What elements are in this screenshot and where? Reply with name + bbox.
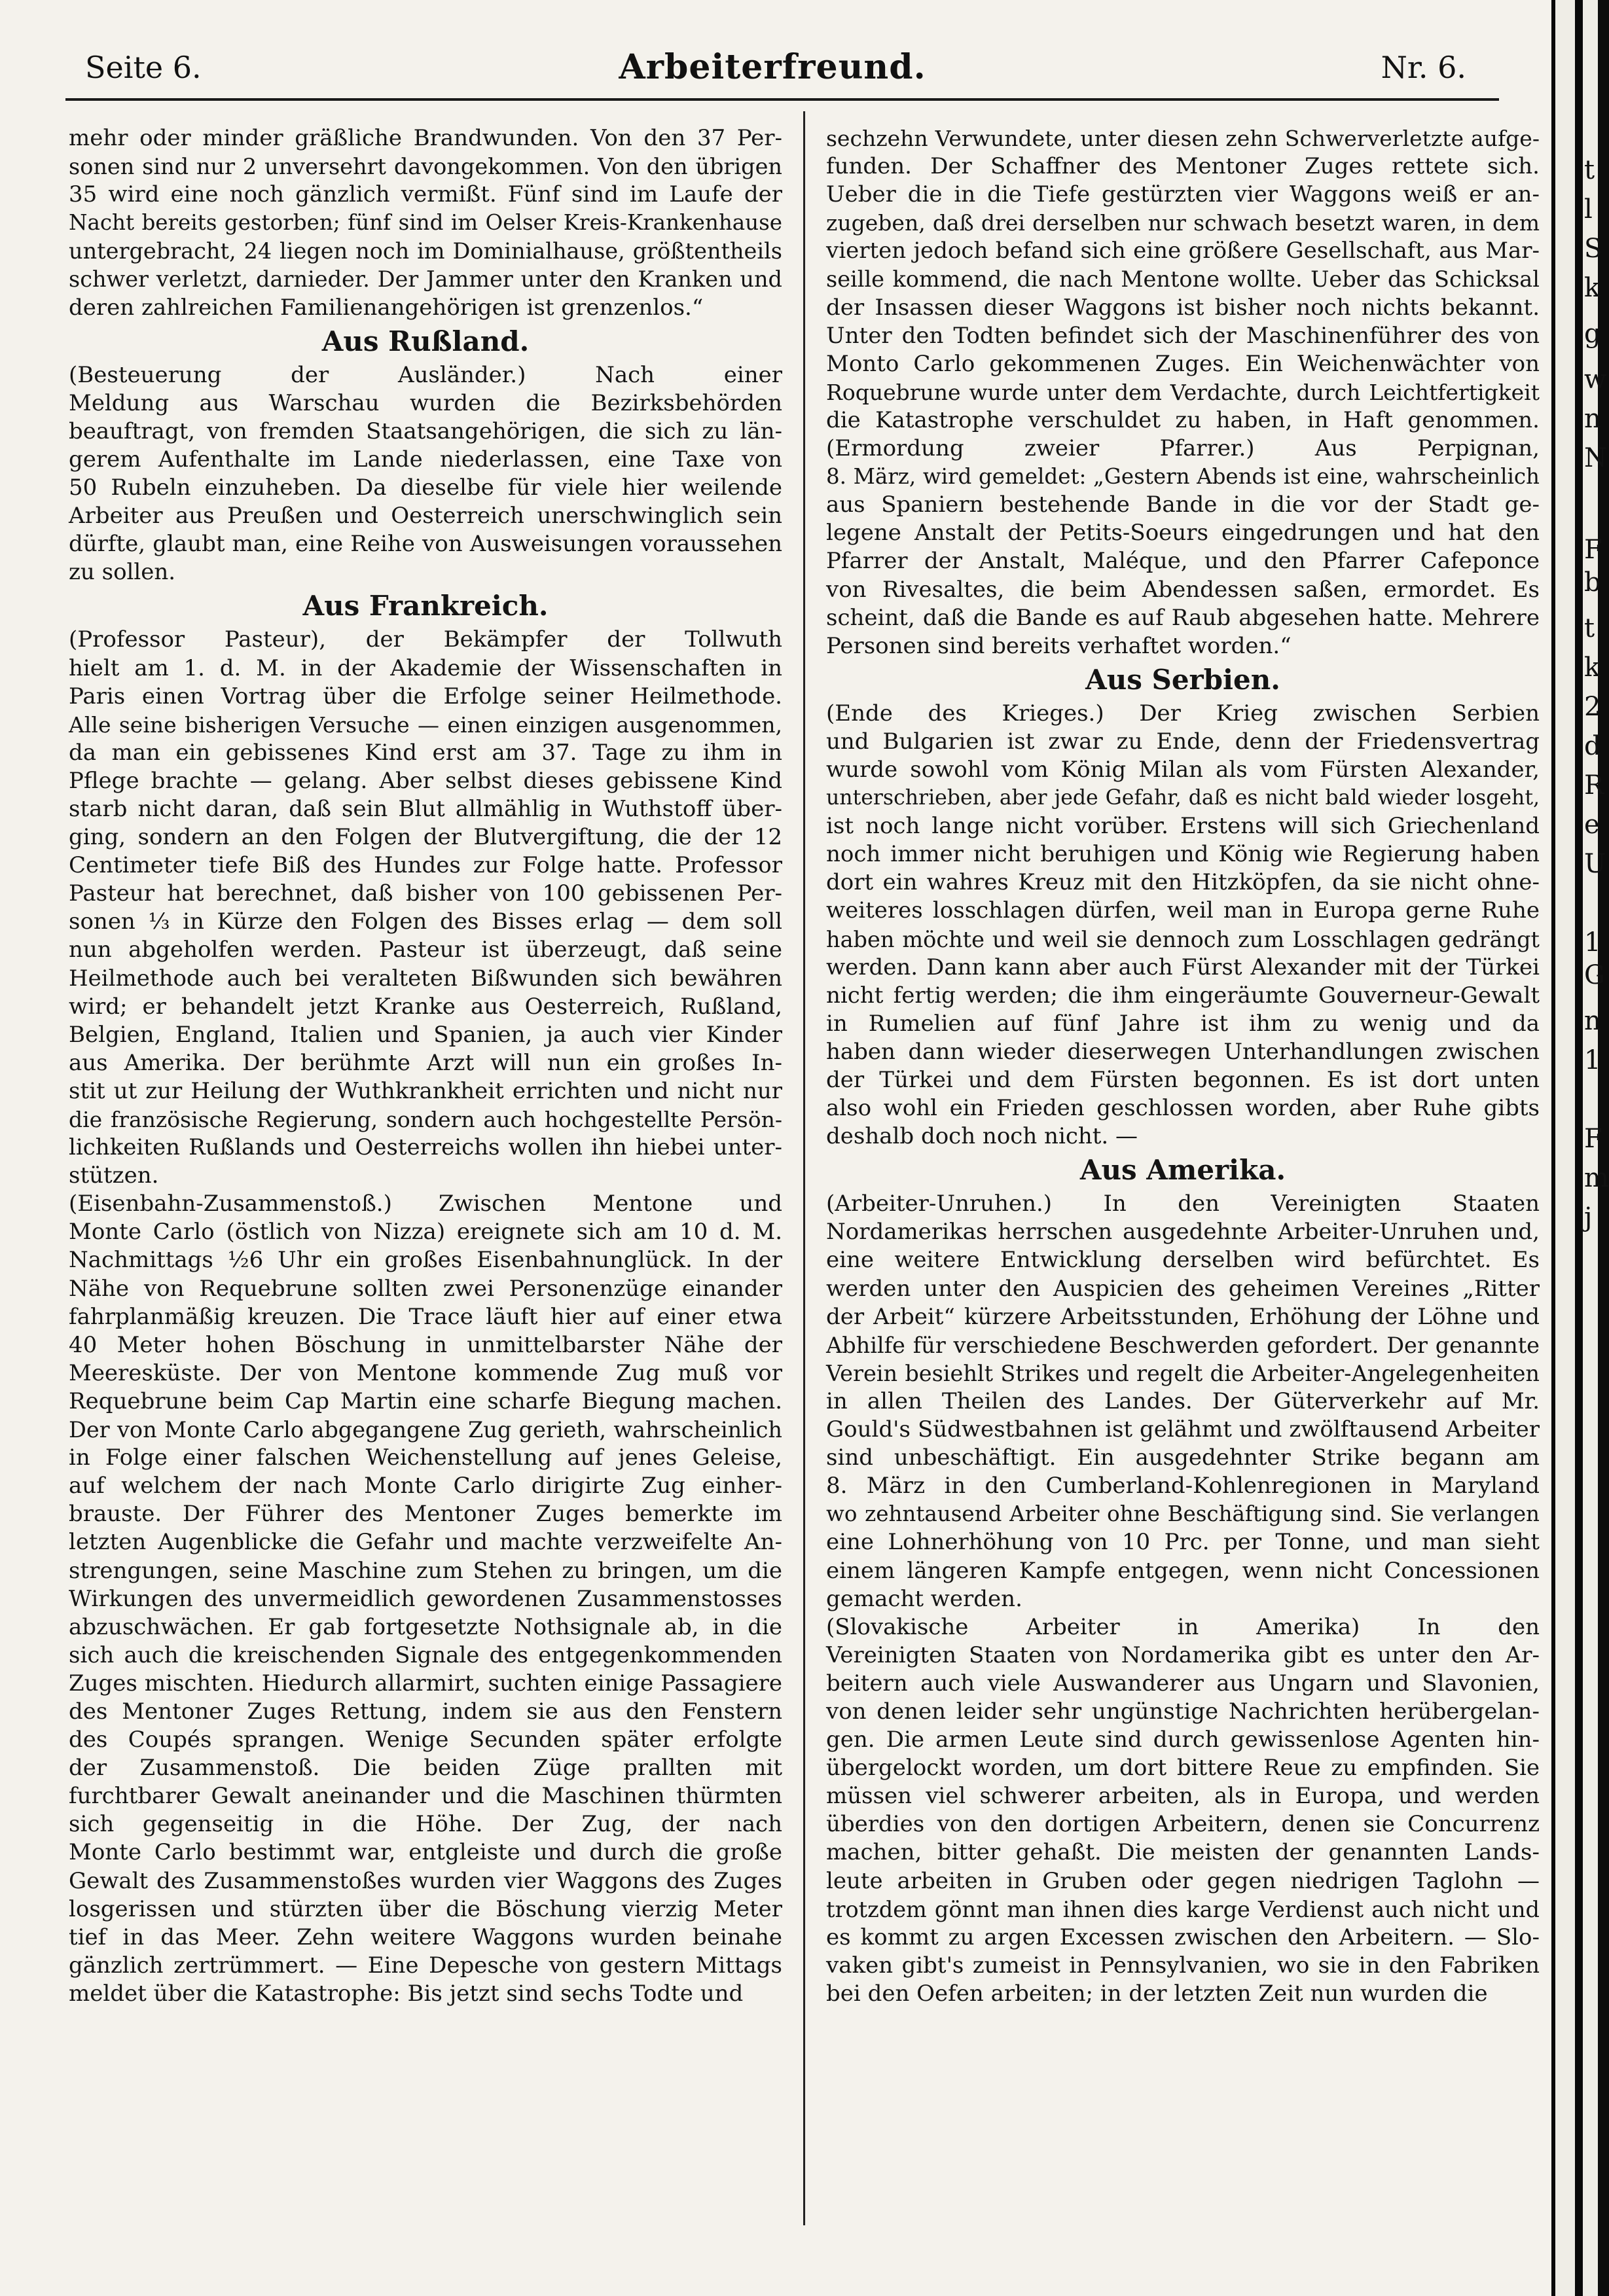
edge-fragment: U xyxy=(1584,849,1606,879)
text-line: der Arbeit“ kürzere Arbeitsstunden, Erhöhung der Löhne und xyxy=(826,1303,1540,1330)
text-line: (Ermordung zweier Pfarrer.) Aus Perpignan, xyxy=(826,435,1540,462)
text-line: sonen ⅓ in Kürze den Folgen des Bisses erlag — dem soll xyxy=(69,908,782,935)
text-line: tief in das Meer. Zehn weitere Waggons wurden beinahe xyxy=(69,1924,782,1950)
edge-fragment: N xyxy=(1584,443,1607,473)
edge-fragment: n xyxy=(1584,404,1601,434)
text-line: in allen Theilen des Landes. Der Güterverkehr auf Mr. xyxy=(826,1388,1540,1414)
text-line: Meeresküste. Der von Mentone kommende Zug muß vor xyxy=(69,1359,782,1386)
text-line: gerem Aufenthalte im Lande niederlassen, eine Taxe von xyxy=(69,446,782,473)
text-line: nun abgeholfen werden. Pasteur ist überzeugt, daß seine xyxy=(69,937,782,963)
text-line: Nähe von Requebrune sollten zwei Personenzüge einander xyxy=(69,1275,782,1302)
text-line: 8. März in den Cumberland-Kohlenregionen in Maryland xyxy=(826,1473,1540,1499)
text-line: (Arbeiter-Unruhen.) In den Vereinigten Staaten xyxy=(826,1191,1540,1217)
section-heading: Aus Serbien. xyxy=(1085,663,1280,696)
text-line: stit ut zur Heilung der Wuthkrankheit errichten und nicht nur xyxy=(69,1077,782,1104)
text-line: Meldung aus Warschau wurden die Bezirksbehörden xyxy=(69,389,782,416)
text-line: leute arbeiten in Gruben oder gegen niedrigen Taglohn — xyxy=(826,1867,1540,1894)
edge-fragment: e xyxy=(1584,810,1600,840)
text-line: Wirkungen des unvermeidlich gewordenen Zusammenstosses xyxy=(69,1585,782,1612)
text-line: stützen. xyxy=(69,1162,159,1189)
issue-number: Nr. 6. xyxy=(1381,50,1466,85)
text-line: einem längeren Kampfe entgegen, wenn nicht Concessionen xyxy=(826,1557,1540,1584)
text-line: also wohl ein Frieden geschlossen worden, aber Ruhe gibts xyxy=(826,1095,1540,1122)
text-line: dort ein wahres Kreuz mit den Hitzköpfen, da sie nicht ohne- xyxy=(826,869,1540,896)
text-line: vaken gibt's zumeist in Pennsylvanien, wo sie in den Fabriken xyxy=(826,1952,1540,1979)
edge-fragment: k xyxy=(1584,653,1600,683)
adjacent-page-edge xyxy=(1551,0,1609,2296)
text-line: Nordamerikas herrschen ausgedehnte Arbeiter-Unruhen und, xyxy=(826,1219,1540,1246)
edge-fragment: 2 xyxy=(1584,692,1601,722)
text-line: Abhilfe für verschiedene Beschwerden gefordert. Der genannte xyxy=(826,1332,1540,1358)
text-line: gen. Die armen Leute sind durch gewissenlose Agenten hin- xyxy=(826,1727,1540,1753)
text-line: abzuschwächen. Er gab fortgesetzte Nothsignale ab, in die xyxy=(69,1613,782,1640)
text-line: auf welchem der nach Monte Carlo dirigirte Zug einher- xyxy=(69,1473,782,1499)
text-line: meldet über die Katastrophe: Bis jetzt sind sechs Todte und xyxy=(69,1980,744,2007)
text-line: Arbeiter aus Preußen und Oesterreich unerschwinglich sein xyxy=(69,503,782,529)
text-line: die französische Regierung, sondern auch hochgestellte Persön- xyxy=(69,1107,782,1132)
text-line: werden. Dann kann aber auch Fürst Alexander mit der Türkei xyxy=(826,954,1540,980)
text-line: Monte Carlo bestimmt war, entgleiste und durch die große xyxy=(69,1839,782,1866)
text-line: Belgien, England, Italien und Spanien, ja auch vier Kinder xyxy=(69,1021,782,1048)
edge-fragment: n xyxy=(1584,1006,1601,1036)
text-line: zu sollen. xyxy=(69,559,176,586)
edge-fragment: 1 xyxy=(1584,1045,1601,1075)
text-line: nicht fertig werden; die ihm eingeräumte Gouverneur-Gewalt xyxy=(826,982,1540,1009)
text-line: gemacht werden. xyxy=(826,1585,1022,1612)
column-left xyxy=(69,124,782,2008)
text-line: Zuges mischten. Hiedurch allarmirt, suchten einige Passagiere xyxy=(69,1670,782,1696)
text-line: Gewalt des Zusammenstoßes wurden vier Waggons des Zuges xyxy=(69,1867,782,1894)
text-line: 40 Meter hohen Böschung in unmittelbarster Nähe der xyxy=(69,1331,782,1358)
text-line: (Besteuerung der Ausländer.) Nach einer xyxy=(69,361,782,388)
text-line: strengungen, seine Maschine zum Stehen zu bringen, um die xyxy=(69,1557,782,1584)
text-line: haben dann wieder dieserwegen Unterhandlungen zwischen xyxy=(826,1038,1540,1065)
text-line: (Slovakische Arbeiter in Amerika) In den xyxy=(826,1613,1540,1640)
newspaper-title: Arbeiterfreund. xyxy=(619,47,926,87)
text-line: (Eisenbahn-Zusammenstoß.) Zwischen Mentone und xyxy=(69,1191,782,1217)
text-line: schwer verletzt, darnieder. Der Jammer unter den Kranken und xyxy=(69,266,782,293)
column-right xyxy=(826,124,1540,2008)
text-line: Paris einen Vortrag über die Erfolge seiner Heilmethode. xyxy=(69,683,782,709)
text-line: 35 wird eine noch gänzlich vermißt. Fünf sind im Laufe der xyxy=(69,181,782,208)
text-line: bei den Oefen arbeiten; in der letzten Zeit nun wurden die xyxy=(826,1980,1488,2007)
text-line: müssen viel schwerer arbeiten, als in Europa, und werden xyxy=(826,1783,1540,1810)
text-line: ist noch lange nicht vorüber. Erstens will sich Griechenland xyxy=(826,813,1540,840)
text-line: von Rivesaltes, die beim Abendessen saßen, ermordet. Es xyxy=(826,576,1540,603)
text-line: von denen leider sehr ungünstige Nachrichten herübergelan- xyxy=(826,1698,1540,1725)
text-line: übergelockt worden, um dort bittere Reue zu empfinden. Sie xyxy=(826,1755,1540,1782)
edge-fragment: b xyxy=(1584,567,1601,598)
text-line: des Coupés sprangen. Wenige Secunden später erfolgte xyxy=(69,1727,782,1753)
edge-fragment: m xyxy=(1584,1163,1609,1193)
text-line: Pflege brachte — gelang. Aber selbst dieses gebissene Kind xyxy=(69,767,782,794)
text-line: aus Spaniern bestehende Bande in die vor der Stadt ge- xyxy=(826,492,1540,518)
text-line: Heilmethode auch bei veralteten Bißwunden sich bewähren xyxy=(69,965,782,992)
text-line: es kommt zu argen Excessen zwischen den Arbeitern. — Slo- xyxy=(826,1924,1540,1950)
text-line: Monte Carlo (östlich von Nizza) ereignete sich am 10 d. M. xyxy=(69,1219,782,1246)
text-line: machen, bitter gehaßt. Die meisten der genannten Lands- xyxy=(826,1839,1540,1866)
text-line: scheint, daß die Bande es auf Raub abgesehen hatte. Mehrere xyxy=(826,604,1540,631)
text-line: eine Lohnerhöhung von 10 Prc. per Tonne, und man sieht xyxy=(826,1529,1540,1556)
section-heading: Aus Amerika. xyxy=(1079,1154,1286,1187)
text-line: deren zahlreichen Familienangehörigen ist grenzenlos.“ xyxy=(69,294,704,321)
column-divider xyxy=(803,111,805,2225)
text-line: sind unbeschäftigt. Ein ausgedehnter Strike begann am xyxy=(826,1444,1540,1471)
text-line: seille kommend, die nach Mentone wollte. Ueber das Schicksal xyxy=(826,266,1540,293)
text-line: die Katastrophe verschuldet zu haben, in Haft genommen. xyxy=(826,406,1540,433)
text-line: Gould's Südwestbahnen ist gelähmt und zwölftausend Arbeiter xyxy=(826,1416,1540,1443)
edge-fragment: 1 xyxy=(1584,927,1601,958)
edge-fragment: d xyxy=(1584,731,1601,761)
text-line: Centimeter tiefe Biß des Hundes zur Folge hatte. Professor xyxy=(69,852,782,879)
text-line: der Türkei und dem Fürsten begonnen. Es ist dort unten xyxy=(826,1067,1540,1093)
text-line: Pasteur hat berechnet, daß bisher von 100 gebissenen Per- xyxy=(69,880,782,907)
text-line: in Rumelien auf fünf Jahre ist ihm zu wenig und da xyxy=(826,1010,1540,1037)
text-line: Verein besiehlt Strikes und regelt die Arbeiter-Angelegenheiten xyxy=(826,1360,1540,1386)
page-header xyxy=(65,46,1479,92)
text-line: Personen sind bereits verhaftet worden.“ xyxy=(826,632,1292,659)
text-line: dürfte, glaubt man, eine Reihe von Ausweisungen voraussehen xyxy=(69,531,782,558)
text-line: Ueber die in die Tiefe gestürzten vier Waggons weiß er an- xyxy=(826,181,1540,208)
text-line: zugeben, daß drei derselben nur schwach besetzt waren, in dem xyxy=(826,210,1540,236)
edge-fragment: l xyxy=(1584,194,1593,224)
text-line: Roquebrune wurde unter dem Verdachte, durch Leichtfertigkeit xyxy=(826,379,1540,405)
text-line: (Professor Pasteur), der Bekämpfer der Tollwuth xyxy=(69,626,782,653)
text-line: haben möchte und weil sie dennoch zum Losschlagen gedrängt xyxy=(826,926,1540,952)
text-line: in Folge einer falschen Weichenstellung auf jenes Geleise, xyxy=(69,1444,782,1471)
text-line: legene Anstalt der Petits-Soeurs eingedrungen und hat den xyxy=(826,520,1540,547)
text-line: deshalb doch noch nicht. — xyxy=(826,1123,1138,1150)
text-line: Requebrune beim Cap Martin eine scharfe Biegung machen. xyxy=(69,1388,782,1414)
text-line: eine weitere Entwicklung derselben wird befürchtet. Es xyxy=(826,1247,1540,1274)
text-line: (Ende des Krieges.) Der Krieg zwischen Serbien xyxy=(826,700,1540,726)
text-line: Monto Carlo gekommenen Zuges. Ein Weichenwächter von xyxy=(826,350,1540,377)
text-line: und Bulgarien ist zwar zu Ende, denn der Friedensvertrag xyxy=(826,728,1540,755)
edge-fragment: F xyxy=(1584,1124,1602,1154)
text-line: Pfarrer der Anstalt, Maléque, und den Pfarrer Cafeponce xyxy=(826,548,1540,575)
page-number: Seite 6. xyxy=(85,50,202,85)
edge-fragment: G xyxy=(1584,960,1605,990)
edge-fragment: k xyxy=(1584,273,1600,303)
text-line: hielt am 1. d. M. in der Akademie der Wissenschaften in xyxy=(69,655,782,681)
text-line: weiteres losschlagen dürfen, weil man in Europa gerne Ruhe xyxy=(826,897,1540,924)
edge-fragment: w xyxy=(1584,365,1607,395)
text-line: furchtbarer Gewalt aneinander und die Maschinen thürmten xyxy=(69,1783,782,1810)
text-line: losgerissen und stürzten über die Böschung vierzig Meter xyxy=(69,1895,782,1922)
edge-fragment: t xyxy=(1584,155,1595,185)
text-line: beitern auch viele Auswanderer aus Ungarn und Slavonien, xyxy=(826,1670,1540,1696)
text-line: Nachmittags ½6 Uhr ein großes Eisenbahnunglück. In der xyxy=(69,1247,782,1274)
gutter-shadow xyxy=(1575,0,1583,2296)
text-line: vierten jedoch befand sich eine größere Gesellschaft, aus Mar- xyxy=(826,238,1540,264)
text-line: funden. Der Schaffner des Mentoner Zuges rettete sich. xyxy=(826,153,1540,180)
section-heading: Aus Rußland. xyxy=(321,325,530,357)
text-line: werden unter den Auspicien des geheimen Vereines „Ritter xyxy=(826,1275,1540,1302)
text-line: der Zusammenstoß. Die beiden Züge prallten mit xyxy=(69,1755,782,1782)
text-line: Nacht bereits gestorben; fünf sind im Oelser Kreis-Krankenhause xyxy=(69,210,782,236)
text-line: da man ein gebissenes Kind erst am 37. Tage zu ihm in xyxy=(69,739,782,766)
edge-fragment: j xyxy=(1584,1202,1593,1232)
text-line: sechzehn Verwundete, unter diesen zehn Schwerverletzte aufge- xyxy=(826,126,1540,151)
text-line: mehr oder minder gräßliche Brandwunden. Von den 37 Per- xyxy=(69,125,782,151)
section-heading: Aus Frankreich. xyxy=(302,590,549,622)
edge-fragment: F xyxy=(1584,535,1602,565)
text-line: überdies von den dortigen Arbeitern, denen sie Concurrenz xyxy=(826,1811,1540,1838)
text-line: beauftragt, von fremden Staatsangehörigen, die sich zu län- xyxy=(69,418,782,444)
text-line: 8. März, wird gemeldet: „Gestern Abends ist eine, wahrscheinlich xyxy=(826,464,1540,490)
text-line: sonen sind nur 2 unversehrt davongekommen. Von den übrigen xyxy=(69,154,782,180)
text-line: noch immer nicht beruhigen und König wie Regierung haben xyxy=(826,841,1540,868)
text-line: sich auch die kreischenden Signale des entgegenkommenden xyxy=(69,1641,782,1668)
edge-fragment: g xyxy=(1584,319,1601,349)
text-line: Alle seine bisherigen Versuche — einen einzigen ausgenommen, xyxy=(69,711,782,738)
text-line: wurde sowohl vom König Milan als vom Fürsten Alexander, xyxy=(826,756,1540,783)
text-line: untergebracht, 24 liegen noch im Dominialhause, größtentheils xyxy=(69,238,782,264)
text-line: ging, sondern an den Folgen der Blutvergiftung, die der 12 xyxy=(69,824,782,851)
edge-fragment: R xyxy=(1584,770,1604,800)
text-line: Vereinigten Staaten von Nordamerika gibt es unter den Ar- xyxy=(826,1641,1540,1668)
text-line: brauste. Der Führer des Mentoner Zuges bemerkte im xyxy=(69,1501,782,1528)
text-line: lichkeiten Rußlands und Oesterreichs wollen ihn hiebei unter- xyxy=(69,1134,782,1161)
header-rule xyxy=(65,98,1499,101)
text-line: starb nicht daran, daß sein Blut allmählig in Wuthstoff über- xyxy=(69,795,782,822)
text-line: aus Amerika. Der berühmte Arzt will nun ein großes In- xyxy=(69,1049,782,1076)
text-line: Der von Monte Carlo abgegangene Zug gerieth, wahrscheinlich xyxy=(69,1417,782,1443)
text-line: wird; er behandelt jetzt Kranke aus Oesterreich, Rußland, xyxy=(69,993,782,1020)
text-line: der Insassen dieser Waggons ist bisher noch nichts bekannt. xyxy=(826,294,1540,321)
text-line: letzten Augenblicke die Gefahr und machte verzweifelte An- xyxy=(69,1529,782,1556)
text-line: des Mentoner Zuges Rettung, indem sie aus den Fenstern xyxy=(69,1698,782,1725)
text-line: Unter den Todten befindet sich der Maschinenführer des von xyxy=(826,322,1540,349)
text-line: fahrplanmäßig kreuzen. Die Trace läuft hier auf einer etwa xyxy=(69,1303,782,1330)
text-line: trotzdem gönnt man ihnen dies karge Verdienst auch nicht und xyxy=(826,1896,1540,1922)
text-line: sich gegenseitig in die Höhe. Der Zug, der nach xyxy=(69,1811,782,1838)
edge-fragment: t xyxy=(1584,613,1595,643)
edge-fragment: S xyxy=(1584,234,1602,264)
text-line: gänzlich zertrümmert. — Eine Depesche von gestern Mittags xyxy=(69,1952,782,1979)
text-line: unterschrieben, aber jede Gefahr, daß es nicht bald wieder losgeht, xyxy=(826,786,1540,810)
text-line: 50 Rubeln einzuheben. Da dieselbe für viele hier weilende xyxy=(69,475,782,501)
text-line: wo zehntausend Arbeiter ohne Beschäftigung sind. Sie verlangen xyxy=(826,1501,1540,1527)
